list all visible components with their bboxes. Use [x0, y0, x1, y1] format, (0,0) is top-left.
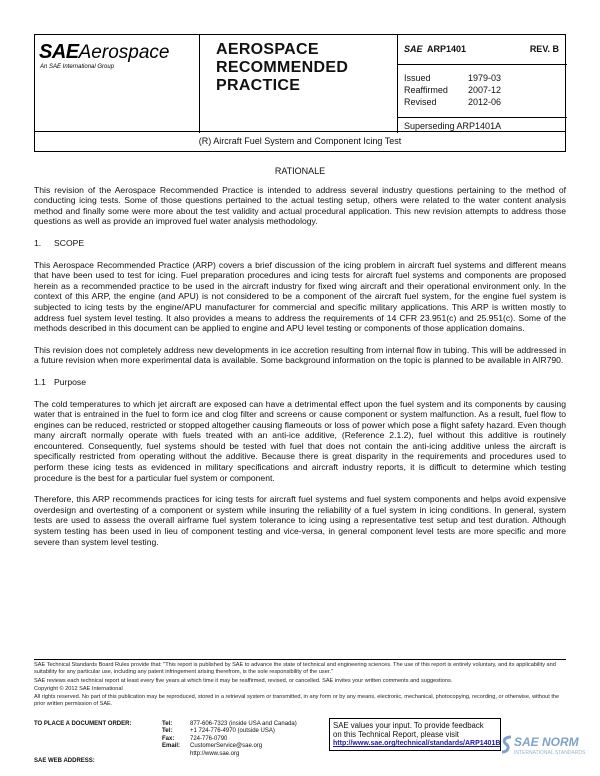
- contact-value: 724-776-0790: [190, 735, 228, 742]
- logo-sae-text: SAE: [39, 41, 79, 63]
- scope-paragraph-2: This revision does not completely address new developments in ice accretion resulting from internal flow in tubing. This will be addressed in a future revision when more experimental data is available. Some background information on the topic is planned to be available in AIR790.: [34, 344, 566, 366]
- contact-key: Email:: [162, 743, 181, 750]
- superseding-text: Superseding ARP1401A: [404, 121, 502, 131]
- document-type-cell: [200, 35, 398, 133]
- doc-dates: [404, 72, 501, 108]
- document-body: [34, 166, 566, 558]
- document-header: [34, 34, 566, 132]
- date-row-issued: [404, 72, 501, 84]
- date-value: 1979-03: [468, 73, 502, 83]
- sae-norm-watermark: [500, 733, 586, 759]
- footer-copyright: Copyright © 2012 SAE International: [34, 685, 123, 692]
- watermark-text: SAE NORM: [514, 735, 579, 749]
- watermark-subtext: INTERNATIONAL STANDARDS: [514, 750, 586, 756]
- doc-type-line: AEROSPACE: [216, 41, 319, 58]
- contact-row: [162, 743, 332, 750]
- contact-row: [162, 721, 332, 728]
- contact-value: 877-606-7323 (inside USA and Canada): [190, 721, 297, 727]
- doc-type-line: RECOMMENDED: [216, 59, 349, 76]
- contact-key: Tel:: [162, 721, 173, 727]
- feedback-line-1: SAE values your input. To provide feedback: [333, 721, 484, 730]
- doc-number: ARP1401: [427, 44, 467, 54]
- date-row-revised: [404, 96, 501, 108]
- order-label: TO PLACE A DOCUMENT ORDER:: [34, 721, 132, 727]
- contact-email-link[interactable]: CustomerService@sae.org: [190, 743, 263, 750]
- rationale-paragraph: This revision of the Aerospace Recommended Practice is intended to address several industry questions pertaining to the method of conducting icing tests. Some of those questions pertained to the actual testing setup, others were related to the water content analysis method and finally some were more about the test validity and actual procedural application. This new revision attempts to address those questions as well as provide an improved fuel water analysis methodology.: [34, 184, 566, 227]
- document-title: (R) Aircraft Fuel System and Component Icing Test: [198, 136, 402, 146]
- feedback-line-2: on this Technical Report, please visit: [333, 730, 459, 740]
- subsection-heading-purpose: [34, 377, 566, 388]
- contact-row: [162, 736, 332, 743]
- feedback-link[interactable]: http://www.sae.org/technical/standards/ARP1401B: [333, 740, 501, 748]
- logo-cell: [35, 35, 200, 133]
- doc-sae-mark: SAE: [404, 44, 423, 54]
- sae-web-link[interactable]: http://www.sae.org: [190, 750, 240, 757]
- footer-divider: [34, 659, 566, 660]
- logo-tagline: An SAE International Group: [40, 64, 115, 70]
- doc-type-line: PRACTICE: [216, 77, 301, 94]
- rationale-heading: RATIONALE: [274, 166, 326, 176]
- date-label: Issued: [404, 73, 431, 83]
- doc-number-row: [398, 35, 567, 65]
- contact-row: [162, 728, 332, 735]
- contact-key: Fax:: [162, 735, 175, 742]
- document-id-cell: [398, 35, 567, 133]
- date-value: 2007-12: [468, 85, 502, 95]
- footer-rules-text: SAE Technical Standards Board Rules provide that: "This report is published by SAE to advance the state of technical and engineering sciences. The use of this report is entirely voluntary, and its applicability and suitability for any particular use, including any patent infringement arising therefrom, is the sole responsibility of the user.": [34, 662, 556, 676]
- contact-row: [162, 751, 332, 758]
- feedback-box: [329, 718, 501, 751]
- document-type: [216, 41, 348, 95]
- section-title: SCOPE: [54, 237, 85, 248]
- contact-value: +1 724-776-4970 (outside USA): [190, 728, 275, 735]
- logo-aerospace-text: Aerospace: [78, 42, 170, 63]
- web-address-label: SAE WEB ADDRESS:: [34, 758, 95, 764]
- section-heading-scope: [34, 238, 566, 249]
- date-label: Revised: [404, 97, 437, 107]
- date-row-reaffirmed: [404, 84, 501, 96]
- superseding-row: [398, 117, 567, 133]
- section-number: 1.: [34, 237, 42, 248]
- watermark-logo-icon: [500, 735, 514, 755]
- contact-key: Tel:: [162, 728, 173, 735]
- footer-review-text: SAE reviews each technical report at least every five years at which time it may be reaffirmed, revised, or cancelled. SAE invites your written comments and suggestions.: [34, 677, 453, 684]
- subsection-number: 1.1: [34, 376, 46, 387]
- document-title-row: [34, 132, 566, 152]
- date-label: Reaffirmed: [404, 85, 448, 95]
- legal-footer: [34, 662, 566, 710]
- sae-aerospace-logo: [39, 41, 169, 64]
- scope-paragraph-1: This Aerospace Recommended Practice (ARP) covers a brief discussion of the icing problem in aircraft fuel systems and different means that have been used to test for icing. Fuel preparation procedures and icing tests for aircraft fuel systems and components are proposed herein as a recommended practice to be used in the aircraft industry for fixed wing aircraft and their operational environment only. In the context of this ARP, the engine (and APU) is not considered to be a component of the aircraft fuel system, for the engine fuel system is subjected to icing tests by the engine/APU manufacturer for commercial and specific military applications. This ARP is written mostly to address fuel system level testing. It also provides a means to address the requirements of 14 CFR 23.951(c) and 25.951(c). Some of the methods described in this document can be applied to engine and APU level testing or components of those application domains.: [34, 259, 566, 334]
- subsection-title: Purpose: [54, 376, 87, 387]
- contact-grid: [162, 721, 332, 758]
- date-value: 2012-06: [468, 97, 502, 107]
- purpose-paragraph-1: The cold temperatures to which jet aircraft are exposed can have a detrimental effect upon the fuel system and its components by causing water that is entrained in the fuel to form ice and clog filter and screens or cause component or system malfunction. As a result, fuel flow to engines can be reduced, restricted or stopped altogether causing flameouts or loss of power which pose a flight safety hazard. Even though many aircraft normally operate with fuels treated with an anti-ice additive, (Reference 2.1.2), fuel without this additive is routinely encountered. Consequently, fuel systems should be tested with fuel that does not contain the anti-icing additive unless the aircraft is specifically restricted from operating without the additive. Because there is great disparity in the requirements and procedures used to perform these icing tests as evidenced in military specifications and aircraft industry reports, it is difficult to determine which testing procedure is the best for a particular fuel system or component.: [34, 398, 566, 483]
- doc-revision: REV. B: [529, 44, 559, 54]
- purpose-paragraph-2: Therefore, this ARP recommends practices for icing tests for aircraft fuel systems and fuel system components and helps avoid expensive overdesign and overtesting of a component or system while insuring the reliability of a fuel system in icing conditions. In general, system tests are used to assess the overall airframe fuel system tolerance to icing using a representative test setup and test duration. Although system testing has been used in lieu of component testing and vice-versa, in general component level tests are more specific and more severe than system level testing.: [34, 494, 566, 547]
- footer-rights-text: All rights reserved. No part of this publication may be reproduced, stored in a retrieval system or transmitted, in any form or by any means, electronic, mechanical, photocopying, recording, or otherwise, without the prior written permission of SAE.: [34, 694, 560, 708]
